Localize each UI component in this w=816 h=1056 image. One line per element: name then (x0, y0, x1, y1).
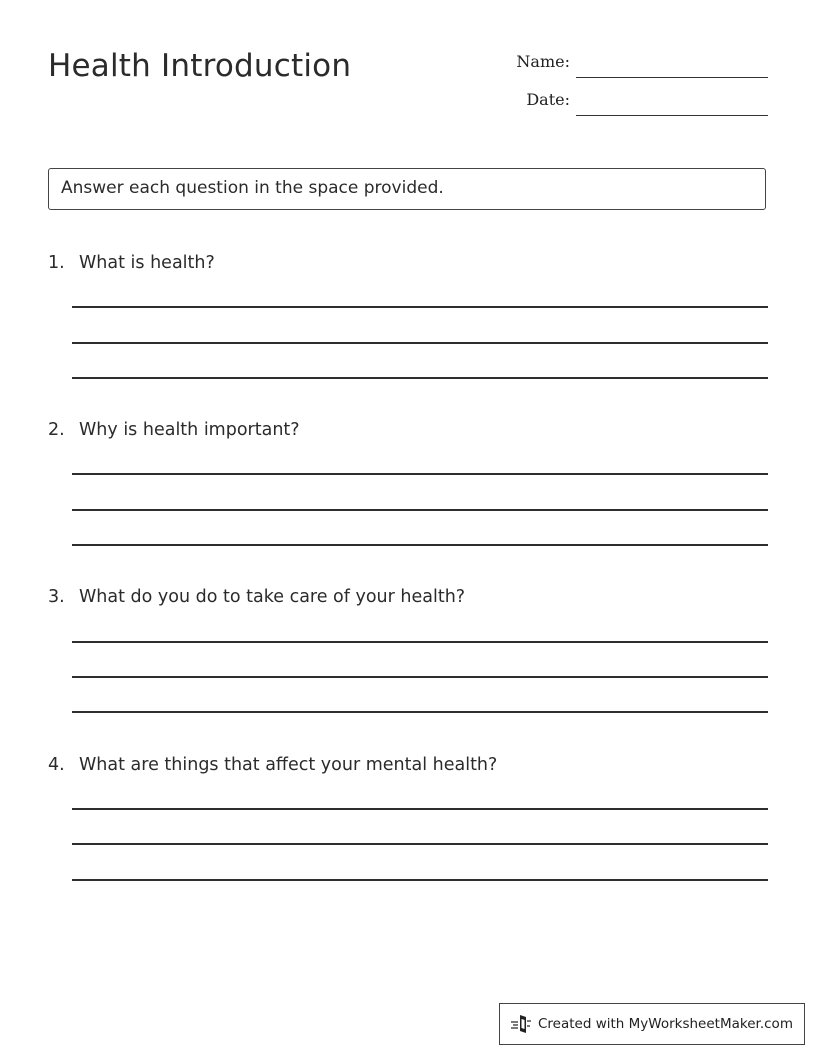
question-prompt: What are things that affect your mental health? (79, 755, 498, 775)
question-4 (48, 753, 768, 777)
question-prompt: What is health? (79, 253, 215, 273)
date-label: Date: (526, 90, 570, 109)
question-text (48, 251, 768, 275)
name-field (508, 48, 768, 78)
question-prompt: What do you do to take care of your health? (79, 587, 466, 607)
answer-line[interactable] (72, 544, 768, 546)
question-2 (48, 418, 768, 442)
worksheet-maker-logo-icon (510, 1013, 532, 1035)
name-write-line[interactable] (576, 77, 768, 78)
answer-line[interactable] (72, 342, 768, 344)
answer-line[interactable] (72, 509, 768, 511)
footer-badge[interactable] (499, 1003, 805, 1045)
question-text (48, 753, 768, 777)
question-3 (48, 585, 768, 609)
date-field (508, 86, 768, 116)
answer-line[interactable] (72, 711, 768, 713)
answer-line[interactable] (72, 808, 768, 810)
footer-text: Created with MyWorksheetMaker.com (538, 1016, 793, 1032)
date-write-line[interactable] (576, 115, 768, 116)
answer-line[interactable] (72, 843, 768, 845)
answer-line[interactable] (72, 377, 768, 379)
question-text (48, 418, 768, 442)
question-text (48, 585, 768, 609)
answer-line[interactable] (72, 306, 768, 308)
name-label: Name: (516, 52, 570, 71)
page-title: Health Introduction (48, 48, 352, 84)
answer-line[interactable] (72, 879, 768, 881)
answer-line[interactable] (72, 676, 768, 678)
answer-line[interactable] (72, 473, 768, 475)
question-number: 1. (48, 253, 65, 273)
question-1 (48, 251, 768, 275)
question-number: 4. (48, 755, 65, 775)
answer-line[interactable] (72, 641, 768, 643)
question-number: 3. (48, 587, 65, 607)
question-number: 2. (48, 420, 65, 440)
instructions-box: Answer each question in the space provided. (48, 168, 766, 210)
question-prompt: Why is health important? (79, 420, 300, 440)
